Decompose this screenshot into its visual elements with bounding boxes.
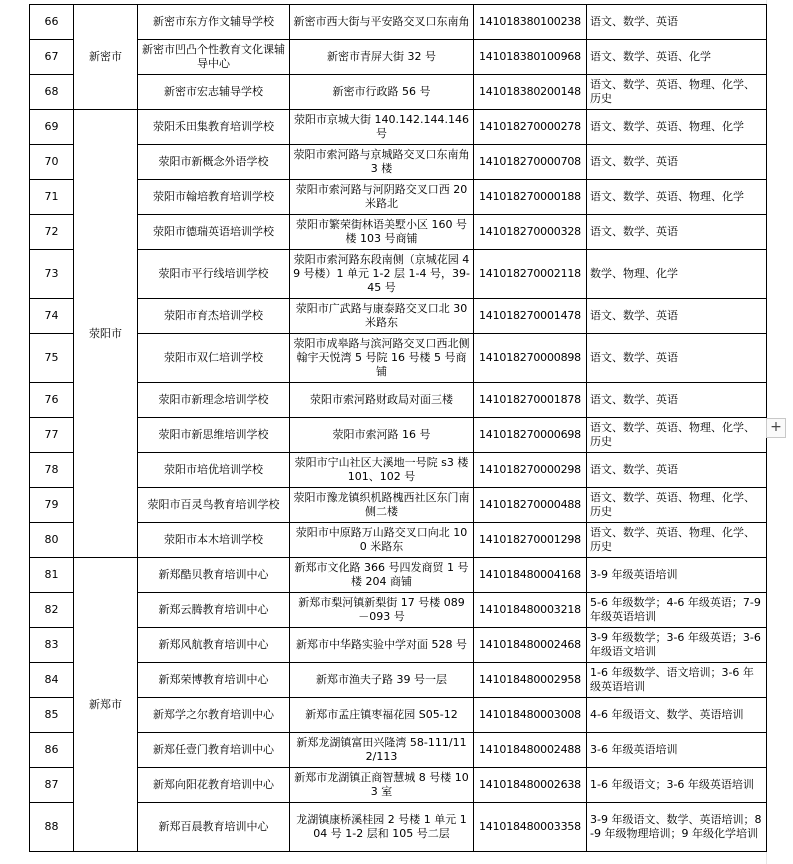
- row-number-cell: 83: [30, 628, 74, 663]
- table-row: [30, 75, 767, 110]
- school-name-cell: 新密市宏志辅导学校: [138, 75, 290, 110]
- school-name-cell: 新密市凹凸个性教育文化课辅导中心: [138, 40, 290, 75]
- table-row: [30, 698, 767, 733]
- address-cell: 荥阳市成皋路与滨河路交叉口西北侧翰宇天悦湾 5 号院 16 号楼 5 号商铺: [290, 334, 474, 383]
- school-name-cell: 荥阳市育杰培训学校: [138, 299, 290, 334]
- school-name-cell: 新郑风航教育培训中心: [138, 628, 290, 663]
- table-row: [30, 803, 767, 852]
- row-number-cell: 71: [30, 180, 74, 215]
- address-cell: 新郑市梨河镇新梨街 17 号楼 089－093 号: [290, 593, 474, 628]
- school-name-cell: 荥阳市百灵鸟教育培训学校: [138, 488, 290, 523]
- row-number-cell: 79: [30, 488, 74, 523]
- subjects-cell: 语文、数学、英语、物理、化学、历史: [587, 523, 767, 558]
- address-cell: 新密市西大街与平安路交叉口东南角: [290, 5, 474, 40]
- school-list-table: [29, 4, 767, 852]
- address-cell: 新郑市渔夫子路 39 号一层: [290, 663, 474, 698]
- table-row: [30, 215, 767, 250]
- license-code-cell: 141018270001298: [474, 523, 587, 558]
- license-code-cell: 141018380100238: [474, 5, 587, 40]
- license-code-cell: 141018270001478: [474, 299, 587, 334]
- license-code-cell: 141018380100968: [474, 40, 587, 75]
- license-code-cell: 141018480003218: [474, 593, 587, 628]
- subjects-cell: 1-6 年级数学、语文培训；3-6 年级英语培训: [587, 663, 767, 698]
- subjects-cell: 5-6 年级数学；4-6 年级英语；7-9 年级英语培训: [587, 593, 767, 628]
- address-cell: 龙湖镇康桥溪桂园 2 号楼 1 单元 104 号 1-2 层和 105 号二层: [290, 803, 474, 852]
- address-cell: 新郑市龙湖镇正商智慧城 8 号楼 103 室: [290, 768, 474, 803]
- row-number-cell: 69: [30, 110, 74, 145]
- district-cell: 荥阳市: [74, 110, 138, 558]
- license-code-cell: 141018270000328: [474, 215, 587, 250]
- address-cell: 荥阳市中原路万山路交叉口向北 100 米路东: [290, 523, 474, 558]
- school-name-cell: 新郑荣博教育培训中心: [138, 663, 290, 698]
- address-cell: 荥阳市索河路财政局对面三楼: [290, 383, 474, 418]
- table-row: [30, 558, 767, 593]
- row-number-cell: 68: [30, 75, 74, 110]
- license-code-cell: 141018270002118: [474, 250, 587, 299]
- license-code-cell: 141018480004168: [474, 558, 587, 593]
- address-cell: 荥阳市索河路 16 号: [290, 418, 474, 453]
- table-row: [30, 628, 767, 663]
- subjects-cell: 语文、数学、英语、物理、化学、历史: [587, 488, 767, 523]
- table-row: [30, 593, 767, 628]
- address-cell: 新郑市文化路 366 号四发商贸 1 号楼 204 商铺: [290, 558, 474, 593]
- subjects-cell: 语文、数学、英语: [587, 145, 767, 180]
- subjects-cell: 语文、数学、英语: [587, 215, 767, 250]
- subjects-cell: 3-9 年级英语培训: [587, 558, 767, 593]
- row-number-cell: 73: [30, 250, 74, 299]
- subjects-cell: 语文、数学、英语: [587, 299, 767, 334]
- table-row: [30, 418, 767, 453]
- district-cell: 新密市: [74, 5, 138, 110]
- row-number-cell: 86: [30, 733, 74, 768]
- school-name-cell: 荥阳市德瑞英语培训学校: [138, 215, 290, 250]
- address-cell: 新郑市孟庄镇枣福花园 S05-12: [290, 698, 474, 733]
- row-number-cell: 75: [30, 334, 74, 383]
- row-number-cell: 82: [30, 593, 74, 628]
- row-number-cell: 81: [30, 558, 74, 593]
- license-code-cell: 141018270000898: [474, 334, 587, 383]
- table-row: [30, 663, 767, 698]
- district-cell: 新郑市: [74, 558, 138, 852]
- row-number-cell: 67: [30, 40, 74, 75]
- row-number-cell: 85: [30, 698, 74, 733]
- license-code-cell: 141018270000708: [474, 145, 587, 180]
- table-row: [30, 733, 767, 768]
- school-name-cell: 荥阳市新思维培训学校: [138, 418, 290, 453]
- address-cell: 荥阳市广武路与康泰路交叉口北 30 米路东: [290, 299, 474, 334]
- table-row: [30, 453, 767, 488]
- school-name-cell: 荥阳市本木培训学校: [138, 523, 290, 558]
- subjects-cell: 语文、数学、英语: [587, 5, 767, 40]
- subjects-cell: 语文、数学、英语: [587, 383, 767, 418]
- row-number-cell: 70: [30, 145, 74, 180]
- row-number-cell: 72: [30, 215, 74, 250]
- license-code-cell: 141018270000488: [474, 488, 587, 523]
- table-row: [30, 110, 767, 145]
- license-code-cell: 141018270000298: [474, 453, 587, 488]
- license-code-cell: 141018480003358: [474, 803, 587, 852]
- row-number-cell: 88: [30, 803, 74, 852]
- license-code-cell: 141018480002638: [474, 768, 587, 803]
- address-cell: 荥阳市京城大街 140.142.144.146 号: [290, 110, 474, 145]
- row-number-cell: 66: [30, 5, 74, 40]
- subjects-cell: 3-9 年级语文、数学、英语培训；8-9 年级物理培训；9 年级化学培训: [587, 803, 767, 852]
- address-cell: 荥阳市索河路东段南侧（京城花园 49 号楼）1 单元 1-2 层 1-4 号，39-45 号: [290, 250, 474, 299]
- school-name-cell: 新郑酷贝教育培训中心: [138, 558, 290, 593]
- table-row: [30, 5, 767, 40]
- license-code-cell: 141018380200148: [474, 75, 587, 110]
- license-code-cell: 141018270000698: [474, 418, 587, 453]
- address-cell: 新密市青屏大街 32 号: [290, 40, 474, 75]
- address-cell: 新郑市中华路实验中学对面 528 号: [290, 628, 474, 663]
- address-cell: 新郑龙湖镇富田兴隆湾 58-111/112/113: [290, 733, 474, 768]
- address-cell: 荥阳市索河路与京城路交叉口东南角 3 楼: [290, 145, 474, 180]
- row-number-cell: 76: [30, 383, 74, 418]
- subjects-cell: 1-6 年级语文；3-6 年级英语培训: [587, 768, 767, 803]
- row-number-cell: 80: [30, 523, 74, 558]
- school-name-cell: 新郑云腾教育培训中心: [138, 593, 290, 628]
- subjects-cell: 语文、数学、英语: [587, 334, 767, 383]
- address-cell: 新密市行政路 56 号: [290, 75, 474, 110]
- school-name-cell: 新郑任壹门教育培训中心: [138, 733, 290, 768]
- address-cell: 荥阳市宁山社区大溪地一号院 s3 楼 101、102 号: [290, 453, 474, 488]
- table-row: [30, 250, 767, 299]
- subjects-cell: 3-6 年级英语培训: [587, 733, 767, 768]
- subjects-cell: 语文、数学、英语、化学: [587, 40, 767, 75]
- subjects-cell: 语文、数学、英语、物理、化学、历史: [587, 418, 767, 453]
- table-row: [30, 40, 767, 75]
- subjects-cell: 数学、物理、化学: [587, 250, 767, 299]
- school-name-cell: 荥阳市双仁培训学校: [138, 334, 290, 383]
- subjects-cell: 语文、数学、英语: [587, 453, 767, 488]
- row-number-cell: 87: [30, 768, 74, 803]
- license-code-cell: 141018480002468: [474, 628, 587, 663]
- school-name-cell: 新郑学之尔教育培训中心: [138, 698, 290, 733]
- school-name-cell: 荥阳禾田集教育培训学校: [138, 110, 290, 145]
- row-number-cell: 78: [30, 453, 74, 488]
- table-row: [30, 299, 767, 334]
- school-name-cell: 荥阳市培优培训学校: [138, 453, 290, 488]
- subjects-cell: 语文、数学、英语、物理、化学: [587, 180, 767, 215]
- school-name-cell: 荥阳市新理念培训学校: [138, 383, 290, 418]
- subjects-cell: 4-6 年级语文、数学、英语培训: [587, 698, 767, 733]
- table-row: [30, 334, 767, 383]
- row-number-cell: 77: [30, 418, 74, 453]
- subjects-cell: 3-9 年级数学；3-6 年级英语；3-6 年级语文培训: [587, 628, 767, 663]
- school-name-cell: 荥阳市新概念外语学校: [138, 145, 290, 180]
- table-row: [30, 180, 767, 215]
- row-number-cell: 84: [30, 663, 74, 698]
- table-row: [30, 488, 767, 523]
- table-row: [30, 383, 767, 418]
- row-number-cell: 74: [30, 299, 74, 334]
- license-code-cell: 141018270001878: [474, 383, 587, 418]
- license-code-cell: 141018480002958: [474, 663, 587, 698]
- address-cell: 荥阳市繁荣街林语美墅小区 160 号楼 103 号商铺: [290, 215, 474, 250]
- school-name-cell: 新密市东方作文辅导学校: [138, 5, 290, 40]
- school-name-cell: 新郑百晨教育培训中心: [138, 803, 290, 852]
- license-code-cell: 141018480002488: [474, 733, 587, 768]
- school-name-cell: 新郑向阳花教育培训中心: [138, 768, 290, 803]
- address-cell: 荥阳市豫龙镇织机路槐西社区东门南侧二楼: [290, 488, 474, 523]
- school-name-cell: 荥阳市翰培教育培训学校: [138, 180, 290, 215]
- license-code-cell: 141018270000278: [474, 110, 587, 145]
- school-name-cell: 荥阳市平行线培训学校: [138, 250, 290, 299]
- expand-button[interactable]: +: [766, 418, 786, 438]
- address-cell: 荥阳市索河路与河阴路交叉口西 20 米路北: [290, 180, 474, 215]
- table-row: [30, 523, 767, 558]
- license-code-cell: 141018270000188: [474, 180, 587, 215]
- subjects-cell: 语文、数学、英语、物理、化学: [587, 110, 767, 145]
- license-code-cell: 141018480003008: [474, 698, 587, 733]
- table-row: [30, 145, 767, 180]
- table-row: [30, 768, 767, 803]
- subjects-cell: 语文、数学、英语、物理、化学、历史: [587, 75, 767, 110]
